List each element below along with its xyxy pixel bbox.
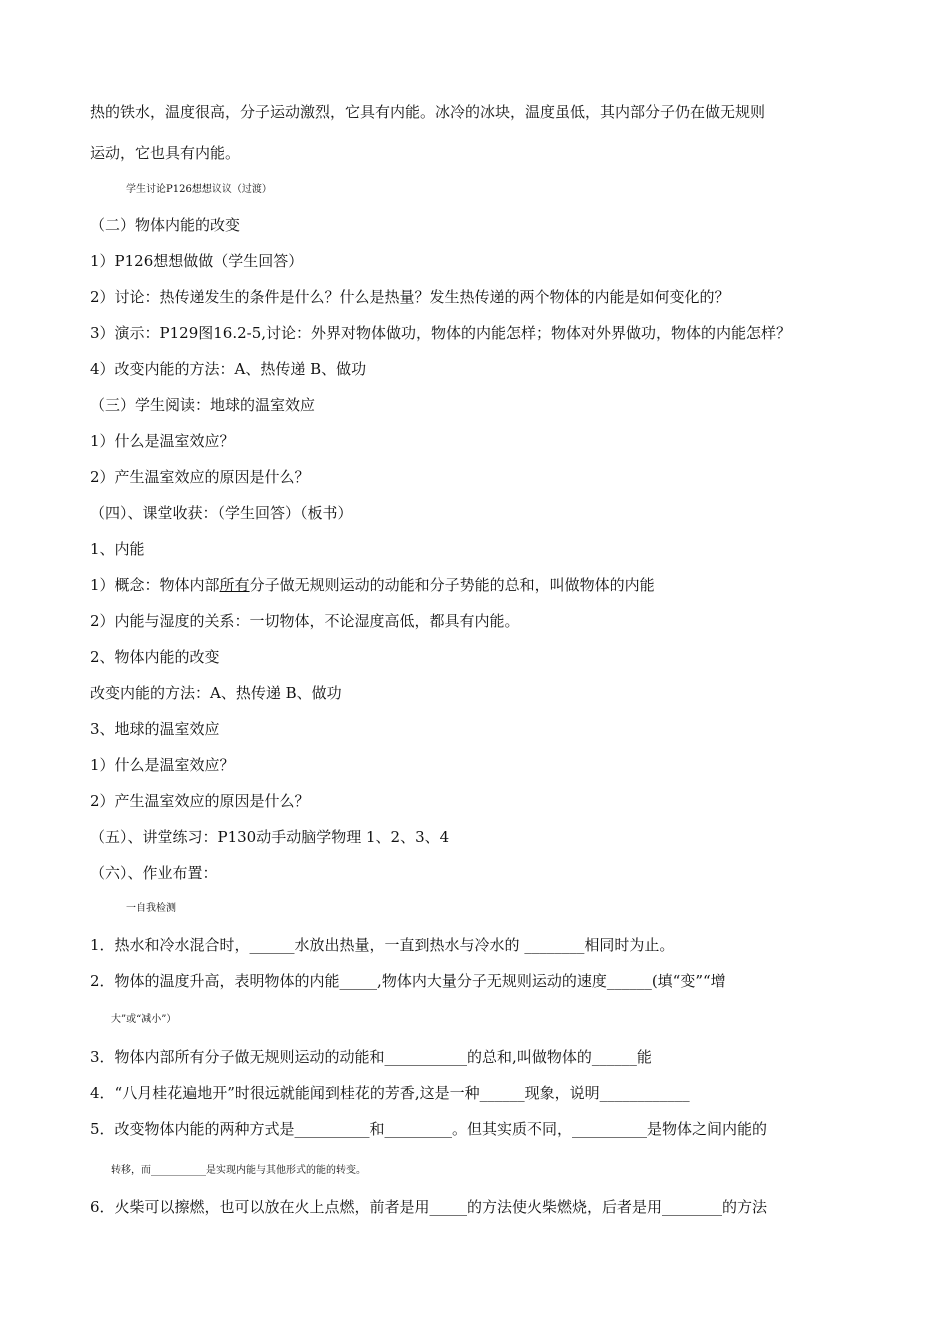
section-heading: （三）学生阅读：地球的温室效应 bbox=[90, 396, 316, 414]
exercise-line: 5．改变物体内能的两种方式是__________和_________。但其实质不同，__________是物体之间内能的 bbox=[90, 1120, 768, 1138]
paragraph-line: 1）P126想想做做（学生回答） bbox=[90, 252, 304, 270]
paragraph-line: 2）产生温室效应的原因是什么？ bbox=[90, 792, 310, 810]
exercise-line: 转移，而___________是实现内能与其他形式的能的转变。 bbox=[111, 1165, 366, 1176]
concept-underlined: 所有 bbox=[219, 576, 250, 594]
paragraph-line: 改变内能的方法：A、热传递 B、做功 bbox=[90, 684, 342, 702]
exercise-line: 3．物体内部所有分子做无规则运动的动能和___________的总和,叫做物体的______能 bbox=[90, 1048, 652, 1066]
paragraph-line: 热的铁水，温度很高，分子运动激烈，它具有内能。冰冷的冰块，温度虽低，其内部分子仍在做无规则 bbox=[90, 103, 766, 121]
paragraph-line: 1）什么是温室效应？ bbox=[90, 756, 235, 774]
section-heading: （五）、讲堂练习：P130动手动脑学物理 1、2、3、4 bbox=[90, 828, 450, 846]
paragraph-line: 一自我检测 bbox=[126, 903, 176, 914]
paragraph-line: 2）产生温室效应的原因是什么？ bbox=[90, 468, 310, 486]
exercise-line: 6．火柴可以擦燃，也可以放在火上点燃，前者是用_____的方法使火柴燃烧，后者是用________的方法 bbox=[90, 1198, 768, 1216]
exercise-line: 2．物体的温度升高，表明物体的内能_____,物体内大量分子无规则运动的速度______(填“变”“增 bbox=[90, 972, 726, 990]
paragraph-line: 3）演示：P129图16.2-5,讨论：外界对物体做功，物体的内能怎样；物体对外界做功，物体的内能怎样？ bbox=[90, 324, 792, 342]
exercise-line: 4．“八月桂花遍地开”时很远就能闻到桂花的芳香,这是一种______现象，说明____________ bbox=[90, 1084, 690, 1102]
concept-before: 1）概念：物体内部 bbox=[90, 576, 220, 594]
concept-line bbox=[90, 575, 870, 595]
section-heading: （六）、作业布置： bbox=[90, 864, 218, 882]
exercise-line: 大”或“减小”） bbox=[111, 1014, 177, 1025]
paragraph-line: 运动，它也具有内能。 bbox=[90, 144, 241, 162]
concept-after: 分子做无规则运动的动能和分子势能的总和，叫做物体的内能 bbox=[249, 576, 655, 594]
paragraph-line: 学生讨论P126想想议议（过渡） bbox=[126, 184, 272, 195]
paragraph-line: 4）改变内能的方法：A、热传递 B、做功 bbox=[90, 360, 367, 378]
paragraph-line: 1、内能 bbox=[90, 540, 145, 558]
exercise-line: 1．热水和冷水混合时，______水放出热量，一直到热水与冷水的 ________相同时为止。 bbox=[90, 936, 675, 954]
paragraph-line: 1）什么是温室效应？ bbox=[90, 432, 235, 450]
section-heading: （二）物体内能的改变 bbox=[90, 216, 241, 234]
paragraph-line: 2、物体内能的改变 bbox=[90, 648, 220, 666]
paragraph-line: 2）内能与湿度的关系：一切物体，不论湿度高低，都具有内能。 bbox=[90, 612, 520, 630]
section-heading: （四）、课堂收获：（学生回答）（板书） bbox=[90, 504, 353, 522]
paragraph-line: 2）讨论：热传递发生的条件是什么？什么是热量？发生热传递的两个物体的内能是如何变化的？ bbox=[90, 288, 730, 306]
paragraph-line: 3、地球的温室效应 bbox=[90, 720, 220, 738]
